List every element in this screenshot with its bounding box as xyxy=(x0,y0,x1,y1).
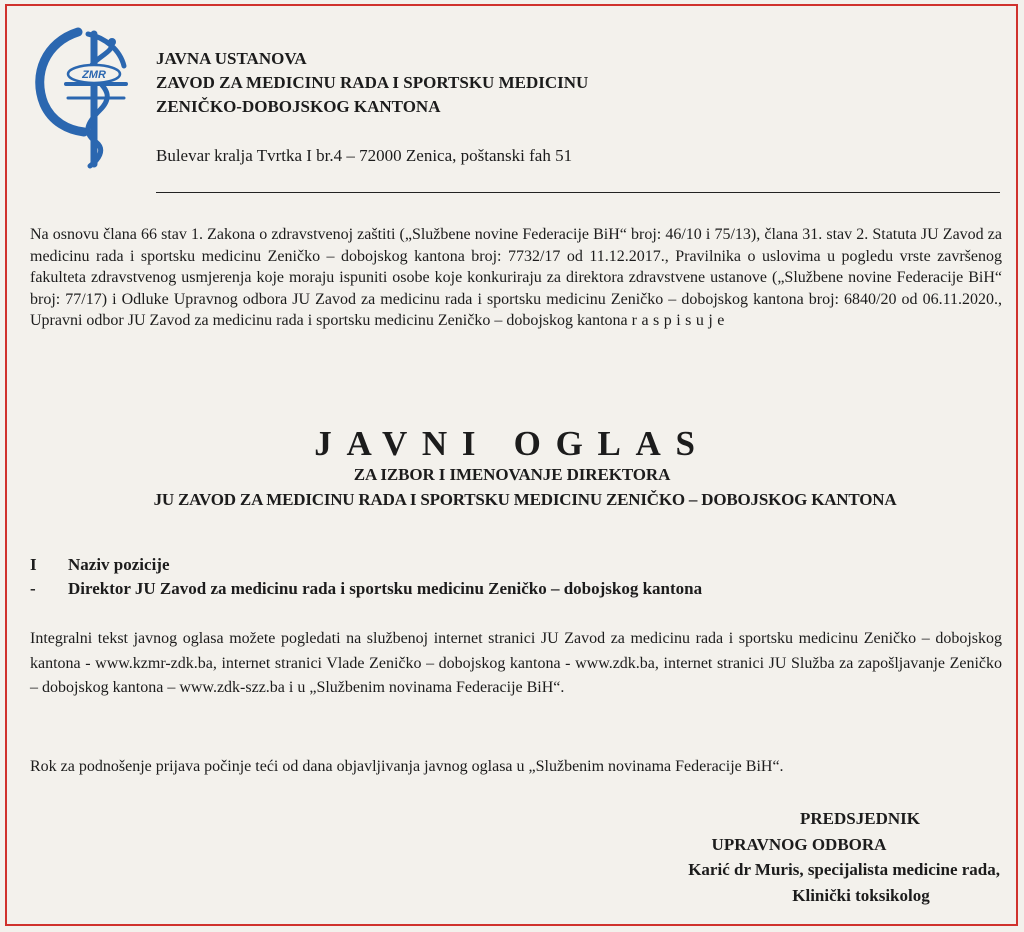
legal-preamble xyxy=(30,224,1002,332)
caduceus-logo-icon xyxy=(26,14,136,174)
position-marker: - xyxy=(30,579,36,598)
notice-institution: JU ZAVOD ZA MEDICINU RADA I SPORTSKU MEDICINU ZENIČKO – DOBOJSKOG KANTONA xyxy=(153,490,897,509)
position-title: Direktor JU Zavod za medicinu rada i sportsku medicinu Zeničko – dobojskog kantona xyxy=(68,579,703,598)
institution-line-2: ZAVOD ZA MEDICINU RADA I SPORTSKU MEDICINU xyxy=(156,73,589,92)
section-marker: I xyxy=(30,555,37,574)
institution-name xyxy=(156,47,588,119)
position-item xyxy=(30,579,702,599)
notice-title: JAVNI OGLAS xyxy=(314,424,710,463)
institution-line-1: JAVNA USTANOVA xyxy=(156,49,307,68)
section-title: Naziv pozicije xyxy=(68,555,170,574)
signature-name: Karić dr Muris, specijalista medicine rada, xyxy=(688,860,1000,879)
section-heading xyxy=(30,555,170,575)
header-divider xyxy=(156,192,1000,193)
preamble-text: Na osnovu člana 66 stav 1. Zakona o zdravstvenoj zaštiti („Službene novine Federacije BiH“ broj: 46/10 i 75/13), člana 31. stav 2. Statuta JU Zavod za medicinu rada i sportsku medicinu Zeničko – dobojskog kantona broj: 7732/17 od 11.12.2017., Pravilnika o uslovima u pogledu vrste završenog fakulteta zdravstvenog usmjerenja koje moraju ispuniti osobe koje konkuriraju za direktora zdravstvene ustanove („Službene novine Federacije BiH“ broj: 77/17) i Odluke Upravnog odbora JU Zavod za medicinu rada i sportsku medicinu Zeničko – dobojskog kantona broj: 6840/20 od 06.11.2020., Upravni odbor JU Zavod za medicinu rada i sportsku medicinu Zeničko – dobojskog kantona xyxy=(30,226,1002,330)
deadline-paragraph: Rok za podnošenje prijava počinje teći od dana objavljivanja javnog oglasa u „Službenim novinama Federacije BiH“. xyxy=(30,758,784,775)
institution-address: Bulevar kralja Tvrtka I br.4 – 72000 Zenica, poštanski fah 51 xyxy=(156,146,573,165)
signature-board: UPRAVNOG ODBORA xyxy=(711,834,887,854)
info-paragraph: Integralni tekst javnog oglasa možete pogledati na službenoj internet stranici JU Zavod za medicinu rada i sportsku medicinu Zeničko – dobojskog kantona - www.kzmr-zdk.ba, internet stranici Vlade Zeničko – dobojskog kantona - www.zdk.ba, internet stranici JU Služba za zapošljavanje Zeničko – dobojskog kantona – www.zdk-szz.ba i u „Službenim novinama Federacije BiH“. xyxy=(30,630,1002,696)
notice-subtitle: ZA IZBOR I IMENOVANJE DIREKTORA xyxy=(353,465,671,484)
signature-block xyxy=(560,806,1000,908)
institution-line-3: ZENIČKO-DOBOJSKOG KANTONA xyxy=(156,97,441,116)
preamble-verb: raspisuje xyxy=(631,312,729,330)
logo-text: ZMR xyxy=(82,69,106,81)
signature-role: PREDSJEDNIK xyxy=(800,809,920,828)
signature-title: Klinički toksikolog xyxy=(792,885,930,905)
